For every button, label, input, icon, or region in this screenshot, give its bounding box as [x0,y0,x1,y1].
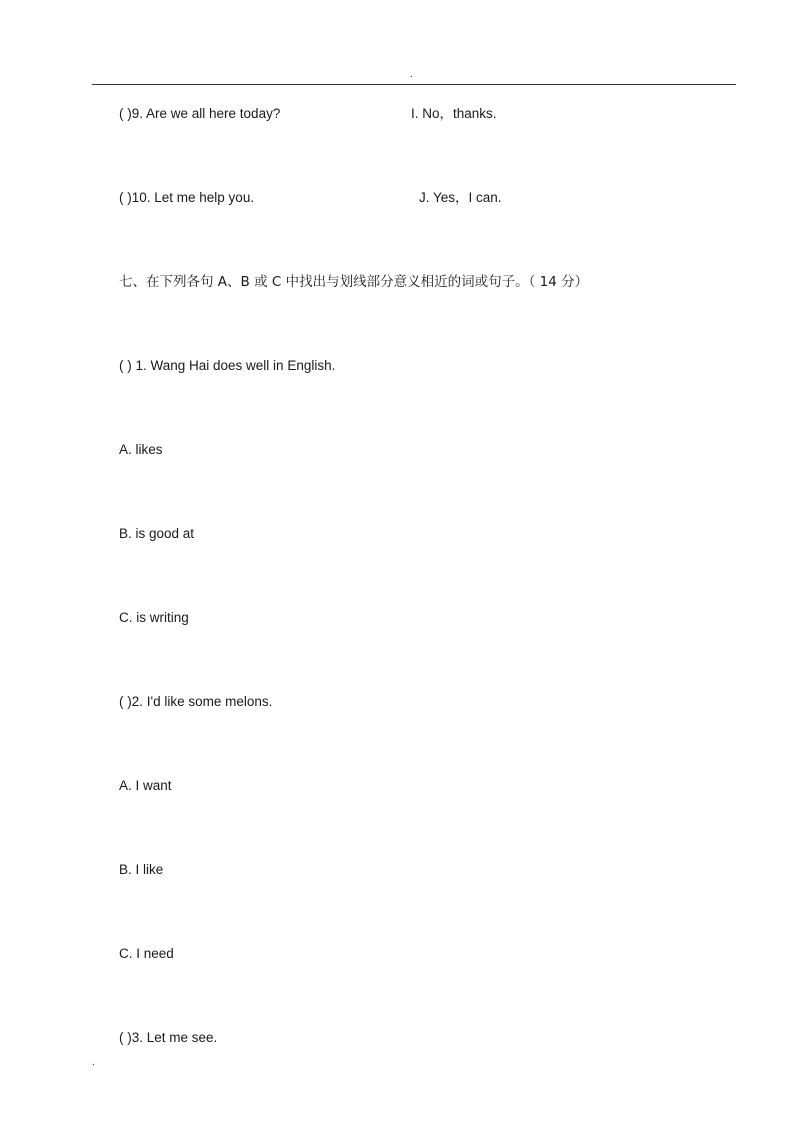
question-2-option-b: B. I like [119,862,164,877]
header-rule [92,84,736,85]
question-1: ( ) 1. Wang Hai does well in English. [119,358,336,373]
question-3: ( )3. Let me see. [119,1030,218,1045]
matching-question-10: ( )10. Let me help you. [119,190,255,205]
question-1-option-a: A. likes [119,442,163,457]
matching-answer-j: J. Yes，I can. [419,190,502,205]
footer-dot: . [92,1057,95,1068]
header-dot: . [410,69,413,80]
question-1-option-c: C. is writing [119,610,189,625]
matching-answer-i: I. No，thanks. [411,106,497,121]
question-2-option-c: C. I need [119,946,174,961]
section-7-heading: 七、在下列各句 A、B 或 C 中找出与划线部分意义相近的词或句子。（ 14 分） [119,274,589,290]
question-2: ( )2. I'd like some melons. [119,694,273,709]
question-2-option-a: A. I want [119,778,172,793]
matching-question-9: ( )9. Are we all here today? [119,106,281,121]
question-1-option-b: B. is good at [119,526,195,541]
